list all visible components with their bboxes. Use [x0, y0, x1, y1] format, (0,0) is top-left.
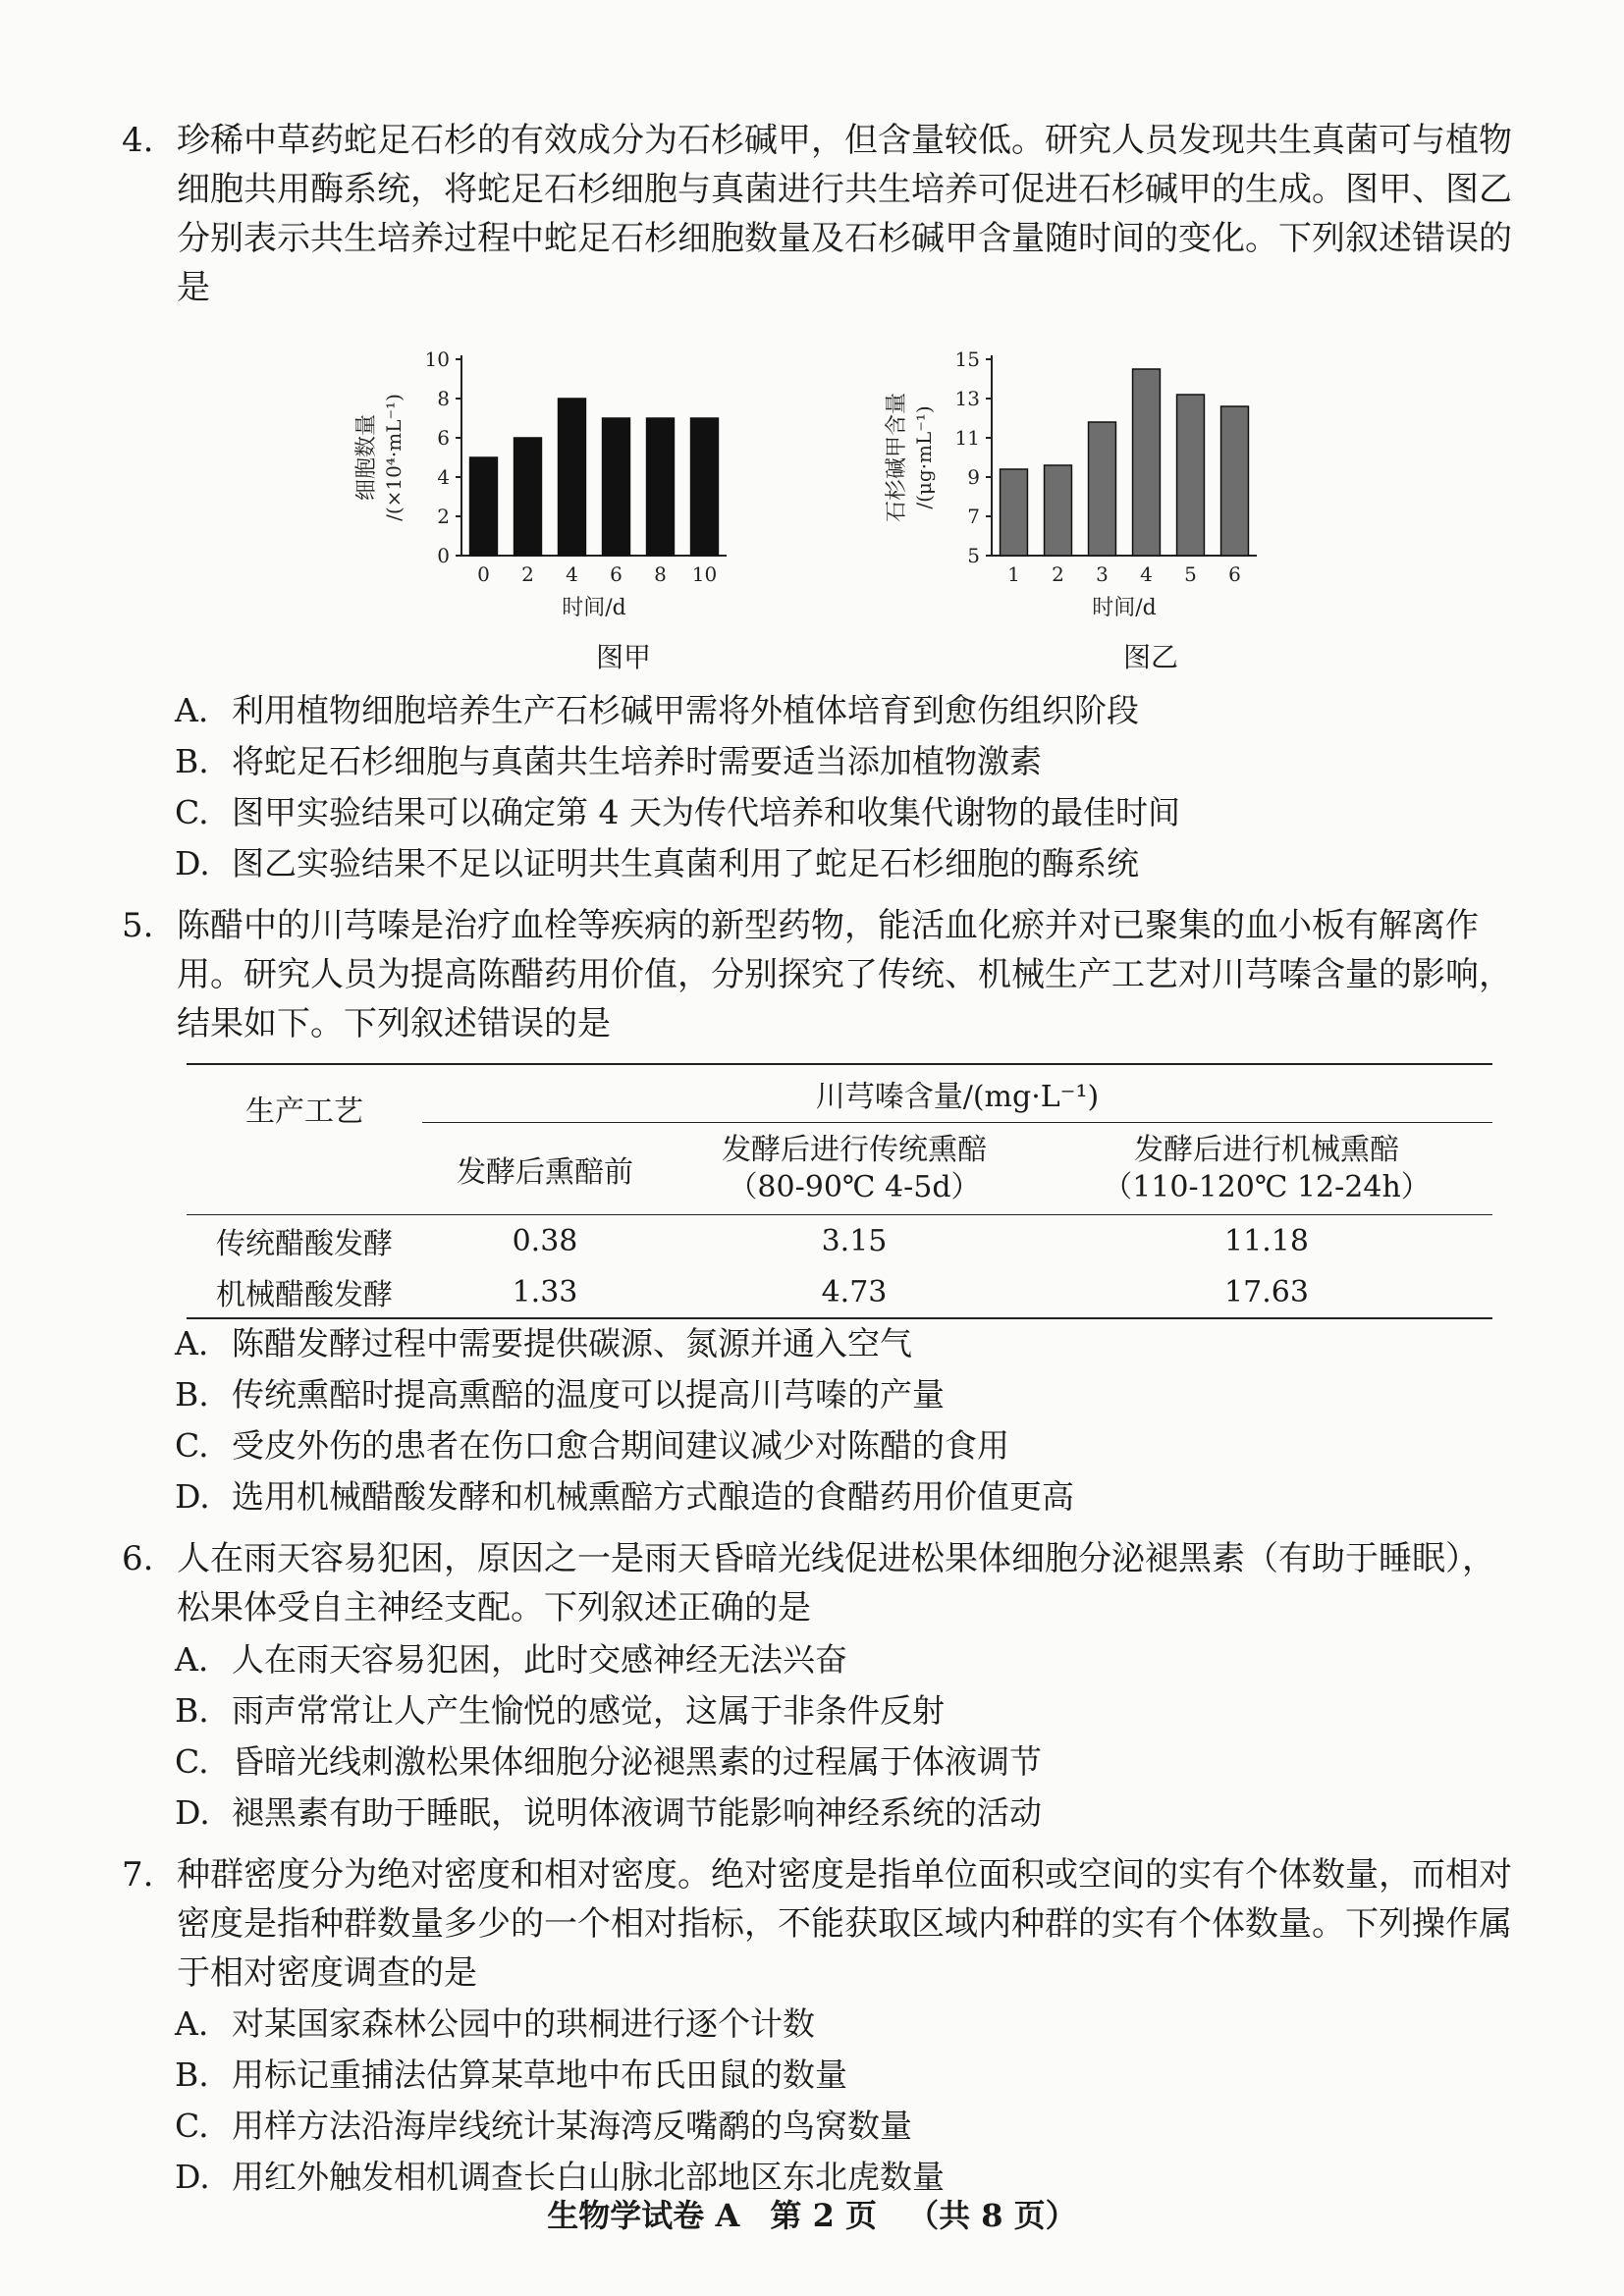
- y-tick-label: 7: [967, 505, 980, 528]
- question-6: [122, 1534, 1516, 1632]
- option-letter: D.: [175, 1793, 210, 1832]
- option-text: 褪黑素有助于睡眠，说明体液调节能影响神经系统的活动: [232, 1793, 1042, 1832]
- x-axis-label: 时间/d: [1092, 596, 1157, 620]
- question-number: 5.: [122, 906, 154, 945]
- bar: [470, 457, 498, 556]
- bar: [1089, 422, 1116, 556]
- table-col-1: 发酵后熏醅前: [457, 1154, 633, 1190]
- table-cell: 11.18: [1224, 1223, 1309, 1258]
- question-stem: 珍稀中草药蛇足石杉的有效成分为石杉碱甲，但含量较低。研究人员发现共生真菌可与植物细胞共用酶系统，将蛇足石杉细胞与真菌进行共生培养可促进石杉碱甲的生成。图甲、图乙分别表示共生培养过程中蛇足石杉细胞数量及石杉碱甲含量随时间的变化。下列叙述错误的是: [177, 121, 1512, 307]
- x-tick-label: 8: [654, 562, 667, 586]
- option-text: 陈醋发酵过程中需要提供碳源、氮源并通入空气: [232, 1324, 912, 1362]
- table-row-header: 生产工艺: [187, 1064, 422, 1215]
- option-letter: D.: [175, 844, 210, 882]
- chart-yi-svg: [864, 342, 1296, 620]
- q6-option-c: [175, 1738, 1042, 1786]
- y-tick-label: 6: [437, 426, 450, 450]
- option-text: 图乙实验结果不足以证明共生真菌利用了蛇足石杉细胞的酶系统: [232, 844, 1139, 882]
- x-tick-label: 4: [566, 562, 578, 586]
- y-axis-label: 细胞数量: [354, 413, 379, 502]
- chart-jia-svg: [334, 342, 766, 620]
- question-number: 4.: [122, 121, 154, 160]
- option-text: 用标记重捕法估算某草地中布氏田鼠的数量: [232, 2056, 847, 2094]
- question-stem: 人在雨天容易犯困，原因之一是雨天昏暗光线促进松果体细胞分泌褪黑素（有助于睡眠），松果体受自主神经支配。下列叙述正确的是: [177, 1539, 1495, 1628]
- option-letter: A.: [175, 691, 209, 729]
- q7-option-a: [175, 2001, 815, 2048]
- bar: [559, 399, 586, 556]
- option-text: 用红外触发相机调查长白山脉北部地区东北虎数量: [232, 2158, 945, 2196]
- question-7: [122, 1850, 1516, 1998]
- option-letter: C.: [175, 2107, 209, 2145]
- x-tick-label: 6: [610, 562, 623, 586]
- table-cell: 3.15: [821, 1223, 888, 1258]
- bar: [1001, 469, 1028, 556]
- table-col-3-line2: （110-120℃ 12-24h）: [1103, 1169, 1431, 1204]
- x-tick-label: 1: [1007, 562, 1020, 586]
- table-cell: 1.33: [512, 1274, 578, 1309]
- q4-option-a: [175, 687, 1139, 734]
- table-cell: 传统醋酸发酵: [216, 1227, 393, 1261]
- y-tick-label: 2: [437, 505, 450, 528]
- chuanxiongqin-table: [187, 1063, 1492, 1319]
- option-letter: D.: [175, 1477, 210, 1516]
- footer-title: 生物学试卷 A: [547, 2197, 740, 2234]
- table-col-2: [668, 1123, 1041, 1215]
- q6-option-a: [175, 1636, 847, 1683]
- q5-option-d: [175, 1473, 1074, 1521]
- x-tick-label: 10: [691, 562, 718, 586]
- chart-jia-title: 图甲: [595, 641, 651, 673]
- bar: [647, 418, 675, 556]
- question-number: 7.: [122, 1855, 154, 1895]
- page-footer: [0, 2191, 1624, 2236]
- question-stem: 陈醋中的川芎嗪是治疗血栓等疾病的新型药物，能活血化瘀并对已聚集的血小板有解离作用。研究人员为提高陈醋药用价值，分别探究了传统、机械生产工艺对川芎嗪含量的影响，结果如下。下列叙述错误的是: [177, 906, 1512, 1043]
- option-letter: C.: [175, 1742, 209, 1781]
- q6-option-d: [175, 1789, 1042, 1837]
- y-tick-label: 10: [424, 347, 450, 371]
- option-letter: A.: [175, 1640, 209, 1679]
- footer-total: （共 8 页）: [907, 2197, 1077, 2234]
- option-text: 人在雨天容易犯困，此时交感神经无法兴奋: [232, 1640, 847, 1679]
- table-col-3: [1041, 1123, 1492, 1215]
- q5-option-b: [175, 1371, 945, 1418]
- bar: [691, 418, 719, 556]
- footer-page: 第 2 页: [770, 2197, 877, 2234]
- x-tick-label: 0: [477, 562, 490, 586]
- option-text: 选用机械醋酸发酵和机械熏醅方式酿造的食醋药用价值更高: [232, 1477, 1074, 1516]
- option-letter: A.: [175, 2004, 209, 2043]
- x-tick-label: 6: [1228, 562, 1241, 586]
- q4-option-b: [175, 738, 1042, 785]
- q5-option-a: [175, 1320, 912, 1367]
- x-tick-label: 5: [1184, 562, 1197, 586]
- option-letter: A.: [175, 1324, 209, 1362]
- chart-jia: [334, 342, 766, 620]
- chart-yi: [864, 342, 1296, 620]
- bar: [1133, 369, 1161, 556]
- table-cell: 17.63: [1224, 1274, 1309, 1309]
- question-4: [122, 116, 1516, 312]
- x-axis-label: 时间/d: [562, 596, 626, 620]
- q4-option-c: [175, 789, 1180, 836]
- question-stem: 种群密度分为绝对密度和相对密度。绝对密度是指单位面积或空间的实有个体数量，而相对密度是指种群数量多少的一个相对指标，不能获取区域内种群的实有个体数量。下列操作属于相对密度调查的是: [177, 1855, 1512, 1993]
- y-tick-label: 4: [437, 465, 450, 489]
- option-text: 图甲实验结果可以确定第 4 天为传代培养和收集代谢物的最佳时间: [232, 793, 1180, 831]
- x-tick-label: 3: [1096, 562, 1109, 586]
- table-col-3-line1: 发酵后进行机械熏醅: [1134, 1132, 1399, 1167]
- option-text: 昏暗光线刺激松果体细胞分泌褪黑素的过程属于体液调节: [232, 1742, 1042, 1781]
- option-text: 雨声常常让人产生愉悦的感觉，这属于非条件反射: [232, 1691, 945, 1730]
- q5-option-c: [175, 1422, 1009, 1469]
- option-text: 将蛇足石杉细胞与真菌共生培养时需要适当添加植物激素: [232, 742, 1042, 780]
- y-tick-label: 8: [437, 387, 450, 410]
- y-tick-label: 0: [437, 544, 450, 567]
- table-col-2-line2: （80-90℃ 4-5d）: [728, 1169, 981, 1204]
- bar: [1045, 465, 1072, 556]
- y-tick-label: 13: [954, 387, 980, 410]
- y-axis-unit-label: /(×10⁴·mL⁻¹): [382, 394, 406, 521]
- option-text: 用样方法沿海岸线统计某海湾反嘴鹬的鸟窝数量: [232, 2107, 912, 2145]
- y-tick-label: 5: [967, 544, 980, 567]
- table-cell: 0.38: [512, 1223, 578, 1258]
- option-text: 对某国家森林公园中的珙桐进行逐个计数: [232, 2004, 815, 2043]
- option-letter: B.: [175, 742, 209, 780]
- y-tick-label: 9: [967, 465, 980, 489]
- table-cell: 机械醋酸发酵: [216, 1278, 393, 1312]
- q7-option-c: [175, 2103, 912, 2150]
- x-tick-label: 4: [1140, 562, 1153, 586]
- option-letter: C.: [175, 1426, 209, 1465]
- option-letter: B.: [175, 1375, 209, 1414]
- bar: [1177, 395, 1205, 556]
- q4-option-d: [175, 840, 1139, 887]
- option-letter: B.: [175, 1691, 209, 1730]
- table-col-2-line1: 发酵后进行传统熏醅: [722, 1132, 987, 1167]
- y-axis-unit-label: /(μg·mL⁻¹): [912, 405, 936, 509]
- q7-option-b: [175, 2052, 847, 2099]
- q6-option-b: [175, 1687, 945, 1735]
- x-tick-label: 2: [1052, 562, 1064, 586]
- y-tick-label: 15: [954, 347, 980, 371]
- chart-yi-title: 图乙: [1122, 641, 1178, 673]
- y-axis-label: 石杉碱甲含量: [885, 392, 909, 523]
- table-group-header: 川芎嗪含量/(mg·L⁻¹): [422, 1064, 1492, 1123]
- question-5: [122, 901, 1516, 1048]
- option-letter: D.: [175, 2158, 210, 2196]
- option-text: 传统熏醅时提高熏醅的温度可以提高川芎嗪的产量: [232, 1375, 945, 1414]
- question-number: 6.: [122, 1539, 154, 1578]
- y-tick-label: 11: [954, 426, 980, 450]
- table-row: [187, 1266, 1492, 1318]
- bar: [603, 418, 630, 556]
- option-letter: B.: [175, 2056, 209, 2094]
- table-cell: 4.73: [821, 1274, 888, 1309]
- x-tick-label: 2: [521, 562, 534, 586]
- bar: [514, 438, 542, 556]
- bar: [1221, 406, 1249, 556]
- option-letter: C.: [175, 793, 209, 831]
- option-text: 利用植物细胞培养生产石杉碱甲需将外植体培育到愈伤组织阶段: [232, 691, 1139, 729]
- option-text: 受皮外伤的患者在伤口愈合期间建议减少对陈醋的食用: [232, 1426, 1009, 1465]
- table-row: [187, 1215, 1492, 1267]
